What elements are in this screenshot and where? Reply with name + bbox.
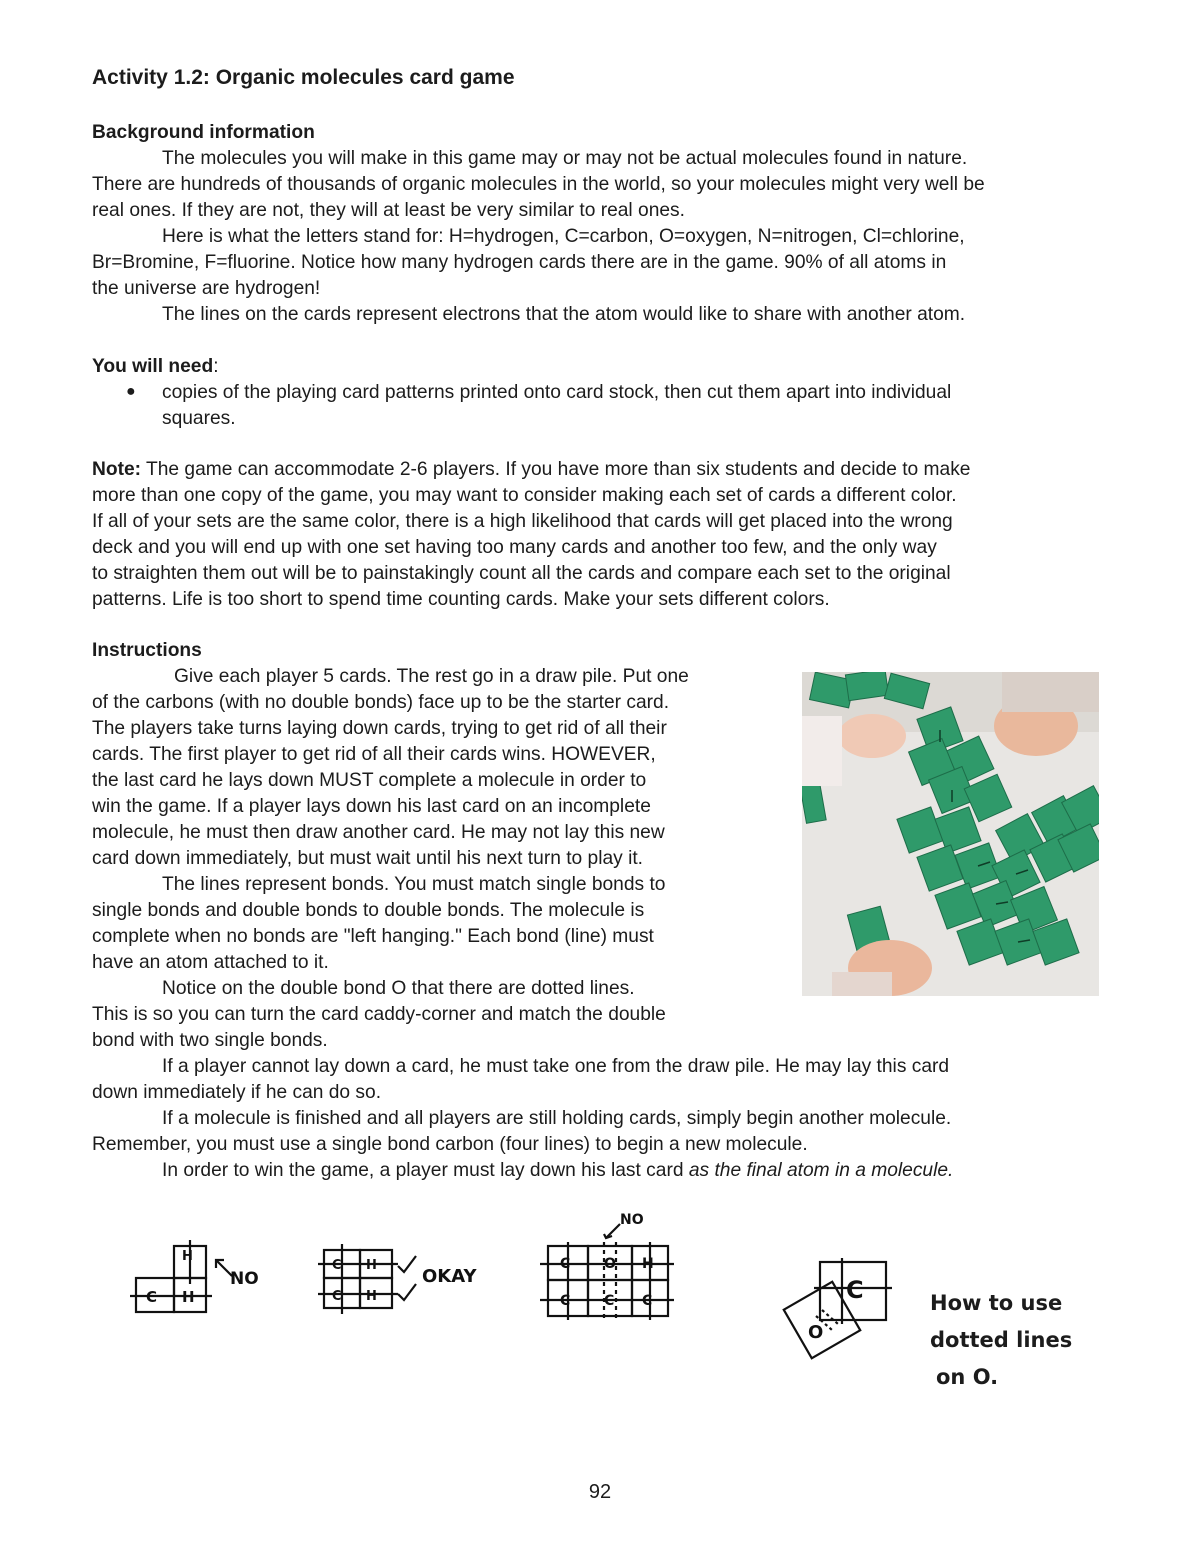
svg-text:H: H	[366, 1258, 377, 1273]
background-heading: Background information	[92, 122, 315, 143]
sketch-okay-label: OKAY	[422, 1266, 477, 1287]
page-number: 92	[588, 1481, 612, 1503]
paragraph-line: the universe are hydrogen!	[92, 278, 321, 299]
paragraph-line: There are hundreds of thousands of organic molecules in the world, so your molecules might very well be	[92, 174, 985, 195]
paragraph-line: Br=Bromine, F=fluorine. Notice how many hydrogen cards there are in the game. 90% of all atoms in	[92, 252, 947, 273]
instructions-heading: Instructions	[92, 640, 202, 661]
svg-text:C: C	[642, 1293, 653, 1309]
instruction-line: the last card he lays down MUST complete a molecule in order to	[92, 770, 647, 791]
instruction-line: If a molecule is finished and all players are still holding cards, simply begin another molecule.	[162, 1108, 952, 1129]
instruction-line: single bonds and double bonds to double bonds. The molecule is	[92, 900, 645, 921]
instruction-line: Notice on the double bond O that there are dotted lines.	[162, 978, 635, 999]
svg-text:C: C	[332, 1289, 342, 1304]
bullet-icon: ●	[126, 383, 136, 400]
paragraph-line: real ones. If they are not, they will at least be very similar to real ones.	[92, 200, 685, 221]
instruction-line: The lines represent bonds. You must match single bonds to	[162, 874, 666, 895]
instruction-line: bond with two single bonds.	[92, 1030, 328, 1051]
note-label: Note:	[92, 459, 142, 480]
instruction-line: have an atom attached to it.	[92, 952, 329, 973]
instruction-line: If a player cannot lay down a card, he must take one from the draw pile. He may lay this card	[162, 1056, 950, 1077]
sketch-dotted-lines	[780, 1258, 900, 1368]
instruction-line: Give each player 5 cards. The rest go in a draw pile. Put one	[174, 666, 689, 687]
instruction-line: Remember, you must use a single bond carbon (four lines) to begin a new molecule.	[92, 1134, 808, 1155]
need-heading: You will need:	[92, 356, 219, 377]
svg-text:C: C	[604, 1293, 615, 1309]
svg-text:C: C	[146, 1288, 158, 1306]
instruction-line: win the game. If a player lays down his last card on an incomplete	[92, 796, 651, 817]
final-atom-emphasis: as the final atom in a molecule.	[688, 1160, 954, 1181]
svg-text:C: C	[332, 1258, 342, 1273]
svg-text:C: C	[846, 1276, 864, 1304]
note-line: If all of your sets are the same color, there is a high likelihood that cards will get placed into the wrong	[92, 511, 953, 532]
svg-text:H: H	[182, 1249, 193, 1264]
note-line: to straighten them out will be to painstakingly count all the cards and compare each set to the original	[92, 563, 951, 584]
paragraph-line: The lines on the cards represent electrons that the atom would like to share with another atom.	[162, 304, 966, 325]
paragraph-line: Here is what the letters stand for: H=hydrogen, C=carbon, O=oxygen, N=nitrogen, Cl=chlorine,	[162, 226, 965, 247]
svg-text:C: C	[560, 1256, 571, 1272]
card-game-photo	[802, 672, 1099, 996]
instruction-line: molecule, he must then draw another card. He may not lay this new	[92, 822, 665, 843]
instruction-line: complete when no bonds are "left hanging." Each bond (line) must	[92, 926, 654, 947]
sketch-no-double-bond	[540, 1206, 680, 1324]
note-line: deck and you will end up with one set having too many cards and another too few, and the only way	[92, 537, 937, 558]
svg-text:O: O	[604, 1256, 616, 1272]
svg-text:H: H	[366, 1289, 377, 1304]
instruction-line: This is so you can turn the card caddy-corner and match the double	[92, 1004, 666, 1025]
dotted-note-line: How to use	[930, 1291, 1063, 1315]
dotted-note-line: dotted lines	[930, 1328, 1073, 1352]
paragraph-line: The molecules you will make in this game may or may not be actual molecules found in nature.	[162, 148, 968, 169]
sketch-okay-example	[318, 1244, 488, 1316]
note-line: patterns. Life is too short to spend time counting cards. Make your sets different colors.	[92, 589, 830, 610]
sketch-no2-label: NO	[620, 1212, 644, 1228]
svg-text:H: H	[182, 1288, 195, 1306]
note-line: Note: The game can accommodate 2-6 players. If you have more than six students and decide to make	[92, 459, 971, 480]
bullet-line: squares.	[162, 408, 236, 429]
sketch-no-example	[130, 1240, 270, 1320]
dotted-note-line: on O.	[936, 1365, 999, 1389]
instruction-line: The players take turns laying down cards, trying to get rid of all their	[92, 718, 667, 739]
svg-text:O: O	[808, 1322, 824, 1343]
instruction-line: of the carbons (with no double bonds) face up to be the starter card.	[92, 692, 670, 713]
sketch-no-label: NO	[230, 1269, 259, 1289]
note-line: more than one copy of the game, you may want to consider making each set of cards a different color.	[92, 485, 957, 506]
instruction-line: card down immediately, but must wait until his next turn to play it.	[92, 848, 643, 869]
svg-text:H: H	[642, 1256, 654, 1272]
page-title: Activity 1.2: Organic molecules card game	[92, 66, 515, 89]
svg-text:C: C	[560, 1293, 571, 1309]
instruction-line: In order to win the game, a player must lay down his last card as the final atom in a molecule.	[162, 1160, 954, 1181]
instruction-line: cards. The first player to get rid of all their cards wins. HOWEVER,	[92, 744, 656, 765]
instruction-line: down immediately if he can do so.	[92, 1082, 382, 1103]
bullet-line: copies of the playing card patterns printed onto card stock, then cut them apart into individual	[162, 382, 952, 403]
